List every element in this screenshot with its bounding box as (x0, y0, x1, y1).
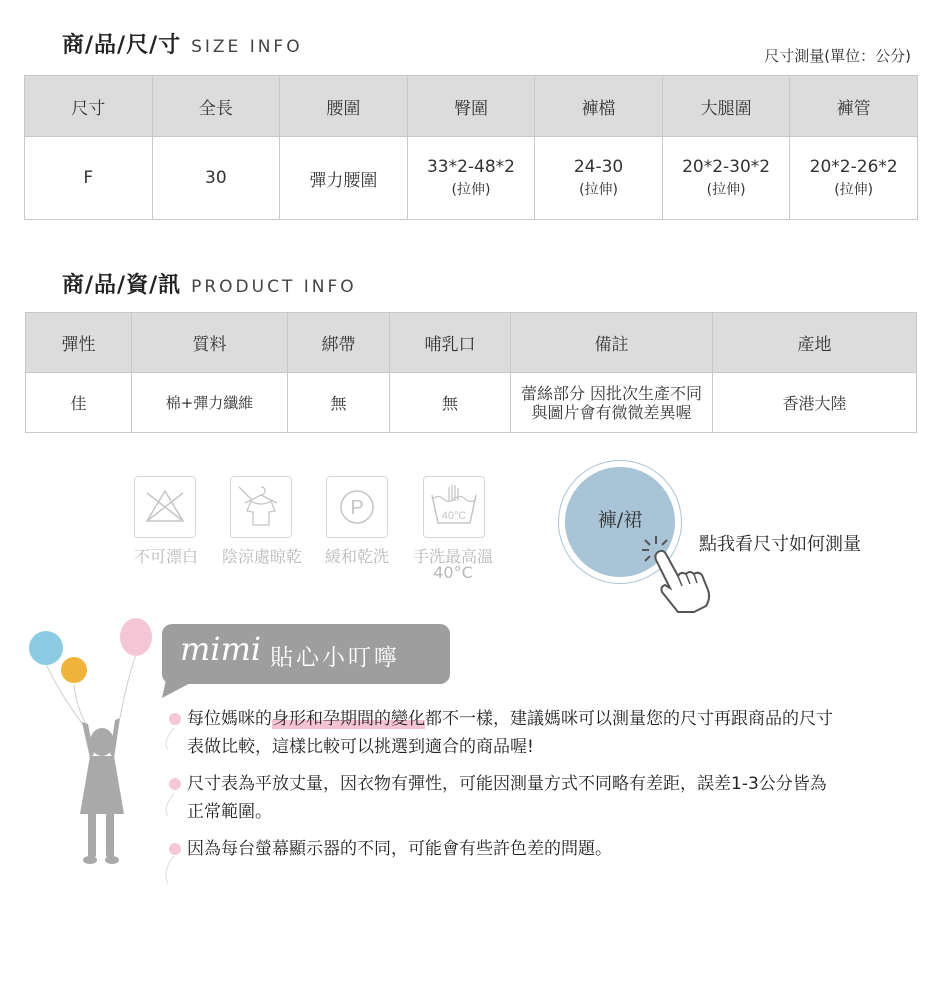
product-table (25, 312, 917, 433)
size-header-cell: 褲管 (790, 76, 918, 137)
tips-dashed-line (160, 720, 180, 890)
tip-text: 尺寸表為平放丈量，因衣物有彈性，可能因測量方式不同略有差距，誤差1-3公分皆為 (187, 774, 827, 794)
note-line: 與圖片會有微微差異喔 (531, 402, 692, 422)
tip-text: 表做比較，這樣比較可以挑選到適合的商品喔! (187, 737, 534, 757)
measure-link[interactable]: 點我看尺寸如何測量 (699, 534, 861, 555)
size-cell-main: 24-30 (573, 157, 624, 177)
tip-text: 每位媽咪的 (187, 709, 272, 729)
tip-highlight: 身形和孕期間的變化 (272, 709, 425, 729)
size-header-cell: 大腿圍 (662, 76, 790, 137)
size-data-row (25, 137, 918, 220)
no-bleach-icon (134, 476, 196, 538)
bubble-tail (162, 680, 198, 700)
size-header-cell: 尺寸 (25, 76, 153, 137)
gentle-dry-clean-icon (326, 476, 388, 538)
tip-bullet (169, 778, 181, 790)
product-section-title (62, 268, 357, 299)
size-cell (280, 137, 408, 220)
nursing-value: 無 (390, 373, 511, 433)
size-title-cn: 商/品/尺/寸 (62, 33, 182, 58)
tip-text: 都不一樣，建議媽咪可以測量您的尺寸再跟商品的尺寸 (425, 709, 833, 729)
dry-clean-glyph: P (350, 497, 364, 519)
size-cell-main: F (83, 168, 94, 188)
product-header-cell: 質料 (132, 313, 288, 373)
size-cell-main: 30 (205, 168, 227, 188)
unit-note: 尺寸測量(單位：公分) (764, 47, 911, 65)
size-cell-main: 彈力腰圍 (309, 170, 378, 191)
size-header-cell: 褲檔 (535, 76, 663, 137)
tip-text: 正常範圍。 (187, 802, 272, 822)
tip-item (187, 705, 833, 761)
shade-dry-icon (230, 476, 292, 538)
care-label: 不可漂白 (133, 547, 198, 566)
tips-title: 貼心小叮嚀 (270, 645, 400, 671)
size-cell (662, 137, 790, 220)
strap-value: 無 (288, 373, 390, 433)
size-header-cell: 腰圍 (280, 76, 408, 137)
size-cell-sub: (拉伸) (706, 182, 746, 198)
girl-balloons-illustration (22, 614, 162, 874)
product-header-cell: 備註 (511, 313, 713, 373)
note-value (511, 373, 713, 433)
measure-circle-label: 褲/裙 (597, 508, 643, 531)
product-header-cell: 彈性 (26, 313, 132, 373)
wash-temp-glyph: 40°C (441, 510, 467, 522)
size-table (24, 75, 918, 220)
size-header-row (25, 76, 918, 137)
girl-silhouette (80, 718, 124, 864)
size-cell (152, 137, 280, 220)
tip-bullet (169, 713, 181, 725)
product-title-cn: 商/品/資/訊 (62, 273, 182, 298)
size-cell (535, 137, 663, 220)
care-label: 手洗最高溫 (412, 547, 493, 566)
product-header-cell: 哺乳口 (390, 313, 511, 373)
balloon-orange (61, 657, 87, 683)
tip-text: 因為每台螢幕顯示器的不同，可能會有些許色差的問題。 (187, 839, 612, 859)
tip-item (187, 770, 827, 826)
size-cell (25, 137, 153, 220)
care-label: 陰涼處晾乾 (221, 547, 302, 566)
balloon-pink (120, 618, 152, 656)
tips-bubble (162, 624, 450, 684)
size-cell-sub: (拉伸) (451, 182, 491, 198)
tip-item (187, 835, 612, 863)
size-cell-main: 20*2-26*2 (809, 157, 898, 177)
tips-brand: mimi (180, 630, 262, 668)
material-value: 棉+彈力纖維 (132, 373, 288, 433)
hand-wash-icon (423, 476, 485, 538)
size-cell-sub: (拉伸) (579, 182, 618, 198)
tip-bullet (169, 843, 181, 855)
size-cell-main: 33*2-48*2 (426, 157, 515, 177)
product-title-en: PRODUCT INFO (191, 277, 357, 297)
product-header-row (26, 313, 917, 373)
size-title-en: SIZE INFO (191, 37, 303, 57)
product-header-cell: 綁帶 (288, 313, 390, 373)
product-data-row (26, 373, 917, 433)
size-cell-sub: (拉伸) (834, 182, 874, 198)
size-cell (790, 137, 918, 220)
size-cell (407, 137, 535, 220)
size-section-title (62, 28, 303, 59)
size-cell-main: 20*2-30*2 (682, 157, 771, 177)
size-header-cell: 全長 (152, 76, 280, 137)
product-header-cell: 產地 (713, 313, 917, 373)
note-line: 蕾絲部分 因批次生產不同 (520, 383, 703, 403)
balloon-blue (29, 631, 63, 665)
size-header-cell: 臀圍 (407, 76, 535, 137)
care-label: 緩和乾洗 (324, 547, 389, 566)
care-label-temp: 40°C (433, 563, 473, 582)
elasticity-value: 佳 (26, 373, 132, 433)
origin-value: 香港大陸 (713, 373, 917, 433)
